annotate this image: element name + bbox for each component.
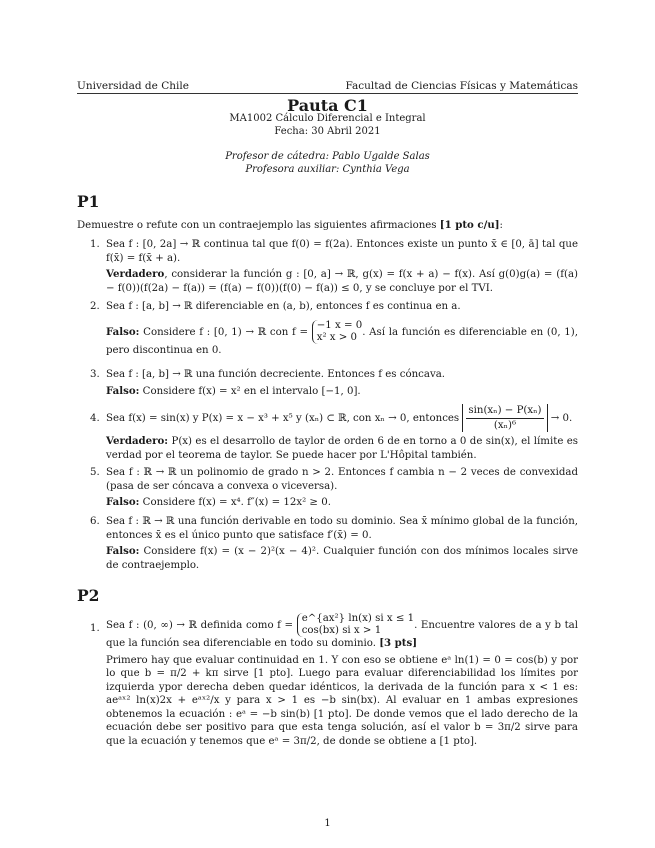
p1-item-4: 4. Sea f(x) = sin(x) y P(x) = x − x³ + x⁵ y (xₙ) ⊂ ℝ, con xₙ → 0, entonces $\frac{\text{sin(xₙ) − P(xₙ)}}{\text{(xₙ)⁶}}$ → 0. Verdadero: P(x) es el desarrollo de taylor de orden 6 de en torno a 0 de sin(x), el límite es verdad por el teorema de taylor. Se puede hacer por L'Hôpital también. <box>90 405 578 461</box>
p1-item-4-answer: Verdadero: P(x) es el desarrollo de taylor de orden 6 de en torno a 0 de sin(x), el límite es verdad por el teorema de taylor. Se puede hacer por L'Hôpital también. <box>106 435 578 461</box>
p1-item-5-statement: Sea f : ℝ → ℝ un polinomio de grado n > 2. Entonces f cambia n − 2 veces de convexidad (pasa de ser cóncava a convexa o viceversa). <box>106 467 578 492</box>
document-title: Pauta C1 <box>287 96 368 115</box>
p1-item-1: 1. Sea f : [0, 2a] → ℝ continua tal que f(0) = f(2a). Entonces existe un punto x̄ ∈ [0, ā] tal que f(x̄) = f(x̄ + a). Verdadero, considerar la función g : [0, a] → ℝ, g(x) = f(x + a) − f(x). Así g(0)g(a) = (f(a) − f(0))(f(2a) − f(a)) = (f(a) − f(0))(f(0) − f(a)) ≤ 0, y se concluye por el TVI. <box>90 239 578 294</box>
p2-points: [3 pts] <box>379 637 418 649</box>
p1-item-3-answer: Falso: Considere f(x) = x² en el intervalo [−1, 0]. <box>106 384 361 397</box>
assistant-line: Profesora auxiliar: Cynthia Vega <box>245 164 410 175</box>
header-right: Facultad de Ciencias Físicas y Matemáticas <box>345 80 578 92</box>
p1-item-6: 6. Sea f : ℝ → ℝ una función derivable en todo su dominio. Sea x̄ mínimo global de la función, entonces x̄ es el único punto que satisface f′(x̄) = 0. Falso: Considere f(x) = (x − 2)²(x − 4)². Cualquier función con dos mínimos locales sirve de contraejemplo. <box>90 516 578 571</box>
section-heading-p2: P2 <box>77 586 100 605</box>
p2-item-1-statement: Sea f : (0, ∞) → ℝ definida como f = e^{ax²} ln(x) si x ≤ 1 cos(bx) si x > 1 . Encuentre valores de a y b tal que la función sea diferenciable en todo su dominio. [3 pts] <box>106 613 578 649</box>
p1-item-3-statement: Sea f : [a, b] → ℝ una función decreciente. Entonces f es cóncava. <box>106 369 446 380</box>
p1-item-3: 3. Sea f : [a, b] → ℝ una función decreciente. Entonces f es cóncava. Falso: Considere f(x) = x² en el intervalo [−1, 0]. <box>90 368 578 398</box>
p1-item-2-statement: Sea f : [a, b] → ℝ diferenciable en (a, b), entonces f es continua en a. <box>106 301 461 312</box>
p1-item-1-statement: Sea f : [0, 2a] → ℝ continua tal que f(0) = f(2a). Entonces existe un punto x̄ ∈ [0, ā] tal que f(x̄) = f(x̄ + a). <box>106 239 578 264</box>
section-heading-p1: P1 <box>77 192 100 211</box>
p1-item-6-statement: Sea f : ℝ → ℝ una función derivable en todo su dominio. Sea x̄ mínimo global de la función, entonces x̄ es el único punto que satisface f′(x̄) = 0. <box>106 516 578 541</box>
header-left: Universidad de Chile <box>77 80 189 92</box>
p1-item-6-answer: Falso: Considere f(x) = (x − 2)²(x − 4)². Cualquier función con dos mínimos locales sirve de contraejemplo. <box>106 545 578 571</box>
p1-item-1-answer: Verdadero, considerar la función g : [0, a] → ℝ, g(x) = f(x + a) − f(x). Así g(0)g(a) = (f(a) − f(0))(f(2a) − f(a)) = (f(a) − f(0))(f(0) − f(a)) ≤ 0, y se concluye por el TVI. <box>106 268 578 294</box>
p1-item-5: 5. Sea f : ℝ → ℝ un polinomio de grado n > 2. Entonces f cambia n − 2 veces de convexidad (pasa de ser cóncava a convexa o viceversa). Falso: Considere f(x) = x⁴. f″(x) = 12x² ≥ 0. <box>90 467 578 508</box>
p1-item-4-statement: Sea f(x) = sin(x) y P(x) = x − x³ + x⁵ y (xₙ) ⊂ ℝ, con xₙ → 0, entonces $\frac{\text{sin(xₙ) − P(xₙ)}}{\text{(xₙ)⁶}}$ → 0. <box>106 405 573 431</box>
p1-intro: Demuestre o refute con un contraejemplo las siguientes afirmaciones [1 pto c/u]: <box>77 219 503 231</box>
p1-item-5-answer: Falso: Considere f(x) = x⁴. f″(x) = 12x² ≥ 0. <box>106 496 331 508</box>
p2-solution: Primero hay que evaluar continuidad en 1. Y con eso se obtiene eᵃ ln(1) = 0 = cos(b) y por lo que b = π/2 + kπ sirve [1 pto]. Luego para evaluar diferenciabilidad los límites por izquierda ypor derecha deben quedar idénticos, la derivada de la función para x < 1 es: aeᵃˣ² ln(x)2x + eᵃˣ²/x y para x > 1 es −b sin(bx). Al evaluar en 1 ambas expresiones obtenemos la ecuación : eᵃ = −b sin(b) [1 pto]. De donde vemos que el lado derecho de la ecuación debe ser positivo para que esta tenga solución, así el valor b = 3π/2 sirve para que la ecuación y tenemos que eᵃ = 3π/2, de donde se obtiene a [1 pto]. <box>106 654 578 747</box>
piecewise-definition-p2: e^{ax²} ln(x) si x ≤ 1 cos(bx) si x > 1 <box>297 613 414 637</box>
limit-abs-value: $\frac{\text{sin(xₙ) − P(xₙ)}}{\text{(xₙ)⁶}}$ <box>462 404 547 432</box>
piecewise-definition: −1 x = 0 x² x > 0 <box>312 320 363 344</box>
p1-item-2-answer: Falso: Considere f : [0, 1) → ℝ con f = −1 x = 0 x² x > 0 . Así la función es diferenciable en (0, 1), pero discontinua en 0. <box>106 319 578 356</box>
date-line: Fecha: 30 Abril 2021 <box>274 126 381 137</box>
course-line: MA1002 Cálculo Diferencial e Integral <box>229 113 426 124</box>
running-header <box>77 80 578 92</box>
page-number: 1 <box>324 818 331 829</box>
p2-item-1: 1. Sea f : (0, ∞) → ℝ definida como f = e^{ax²} ln(x) si x ≤ 1 cos(bx) si x > 1 . Encuentre valores de a y b tal que la función sea diferenciable en todo su dominio. [3 pts] Primero hay que evaluar continuidad en 1. Y con eso se obtiene eᵃ ln(1) = 0 = cos(b) y por lo que b = π/2 + kπ sirve [1 pto]. Luego para evaluar diferenciabilidad los límites por izquierda ypor derecha deben quedar idénticos, la derivada de la función para x < 1 es: aeᵃˣ² ln(x)2x + eᵃˣ²/x y para x > 1 es −b sin(bx). Al evaluar en 1 ambas expresiones obtenemos la ecuación : eᵃ = −b sin(b) [1 pto]. De donde vemos que el lado derecho de la ecuación debe ser positivo para que esta tenga solución, así el valor b = 3π/2 sirve para que la ecuación y tenemos que eᵃ = 3π/2, de donde se obtiene a [1 pto]. <box>90 613 578 747</box>
professor-line: Profesor de cátedra: Pablo Ugalde Salas <box>225 151 430 162</box>
p1-item-2: 2. Sea f : [a, b] → ℝ diferenciable en (a, b), entonces f es continua en a. Falso: Considere f : [0, 1) → ℝ con f = −1 x = 0 x² x > 0 . Así la función es diferenciable en (0, 1), pero discontinua en 0. <box>90 301 578 356</box>
header-rule <box>77 93 578 94</box>
p1-intro-points: [1 pto c/u] <box>439 219 500 231</box>
